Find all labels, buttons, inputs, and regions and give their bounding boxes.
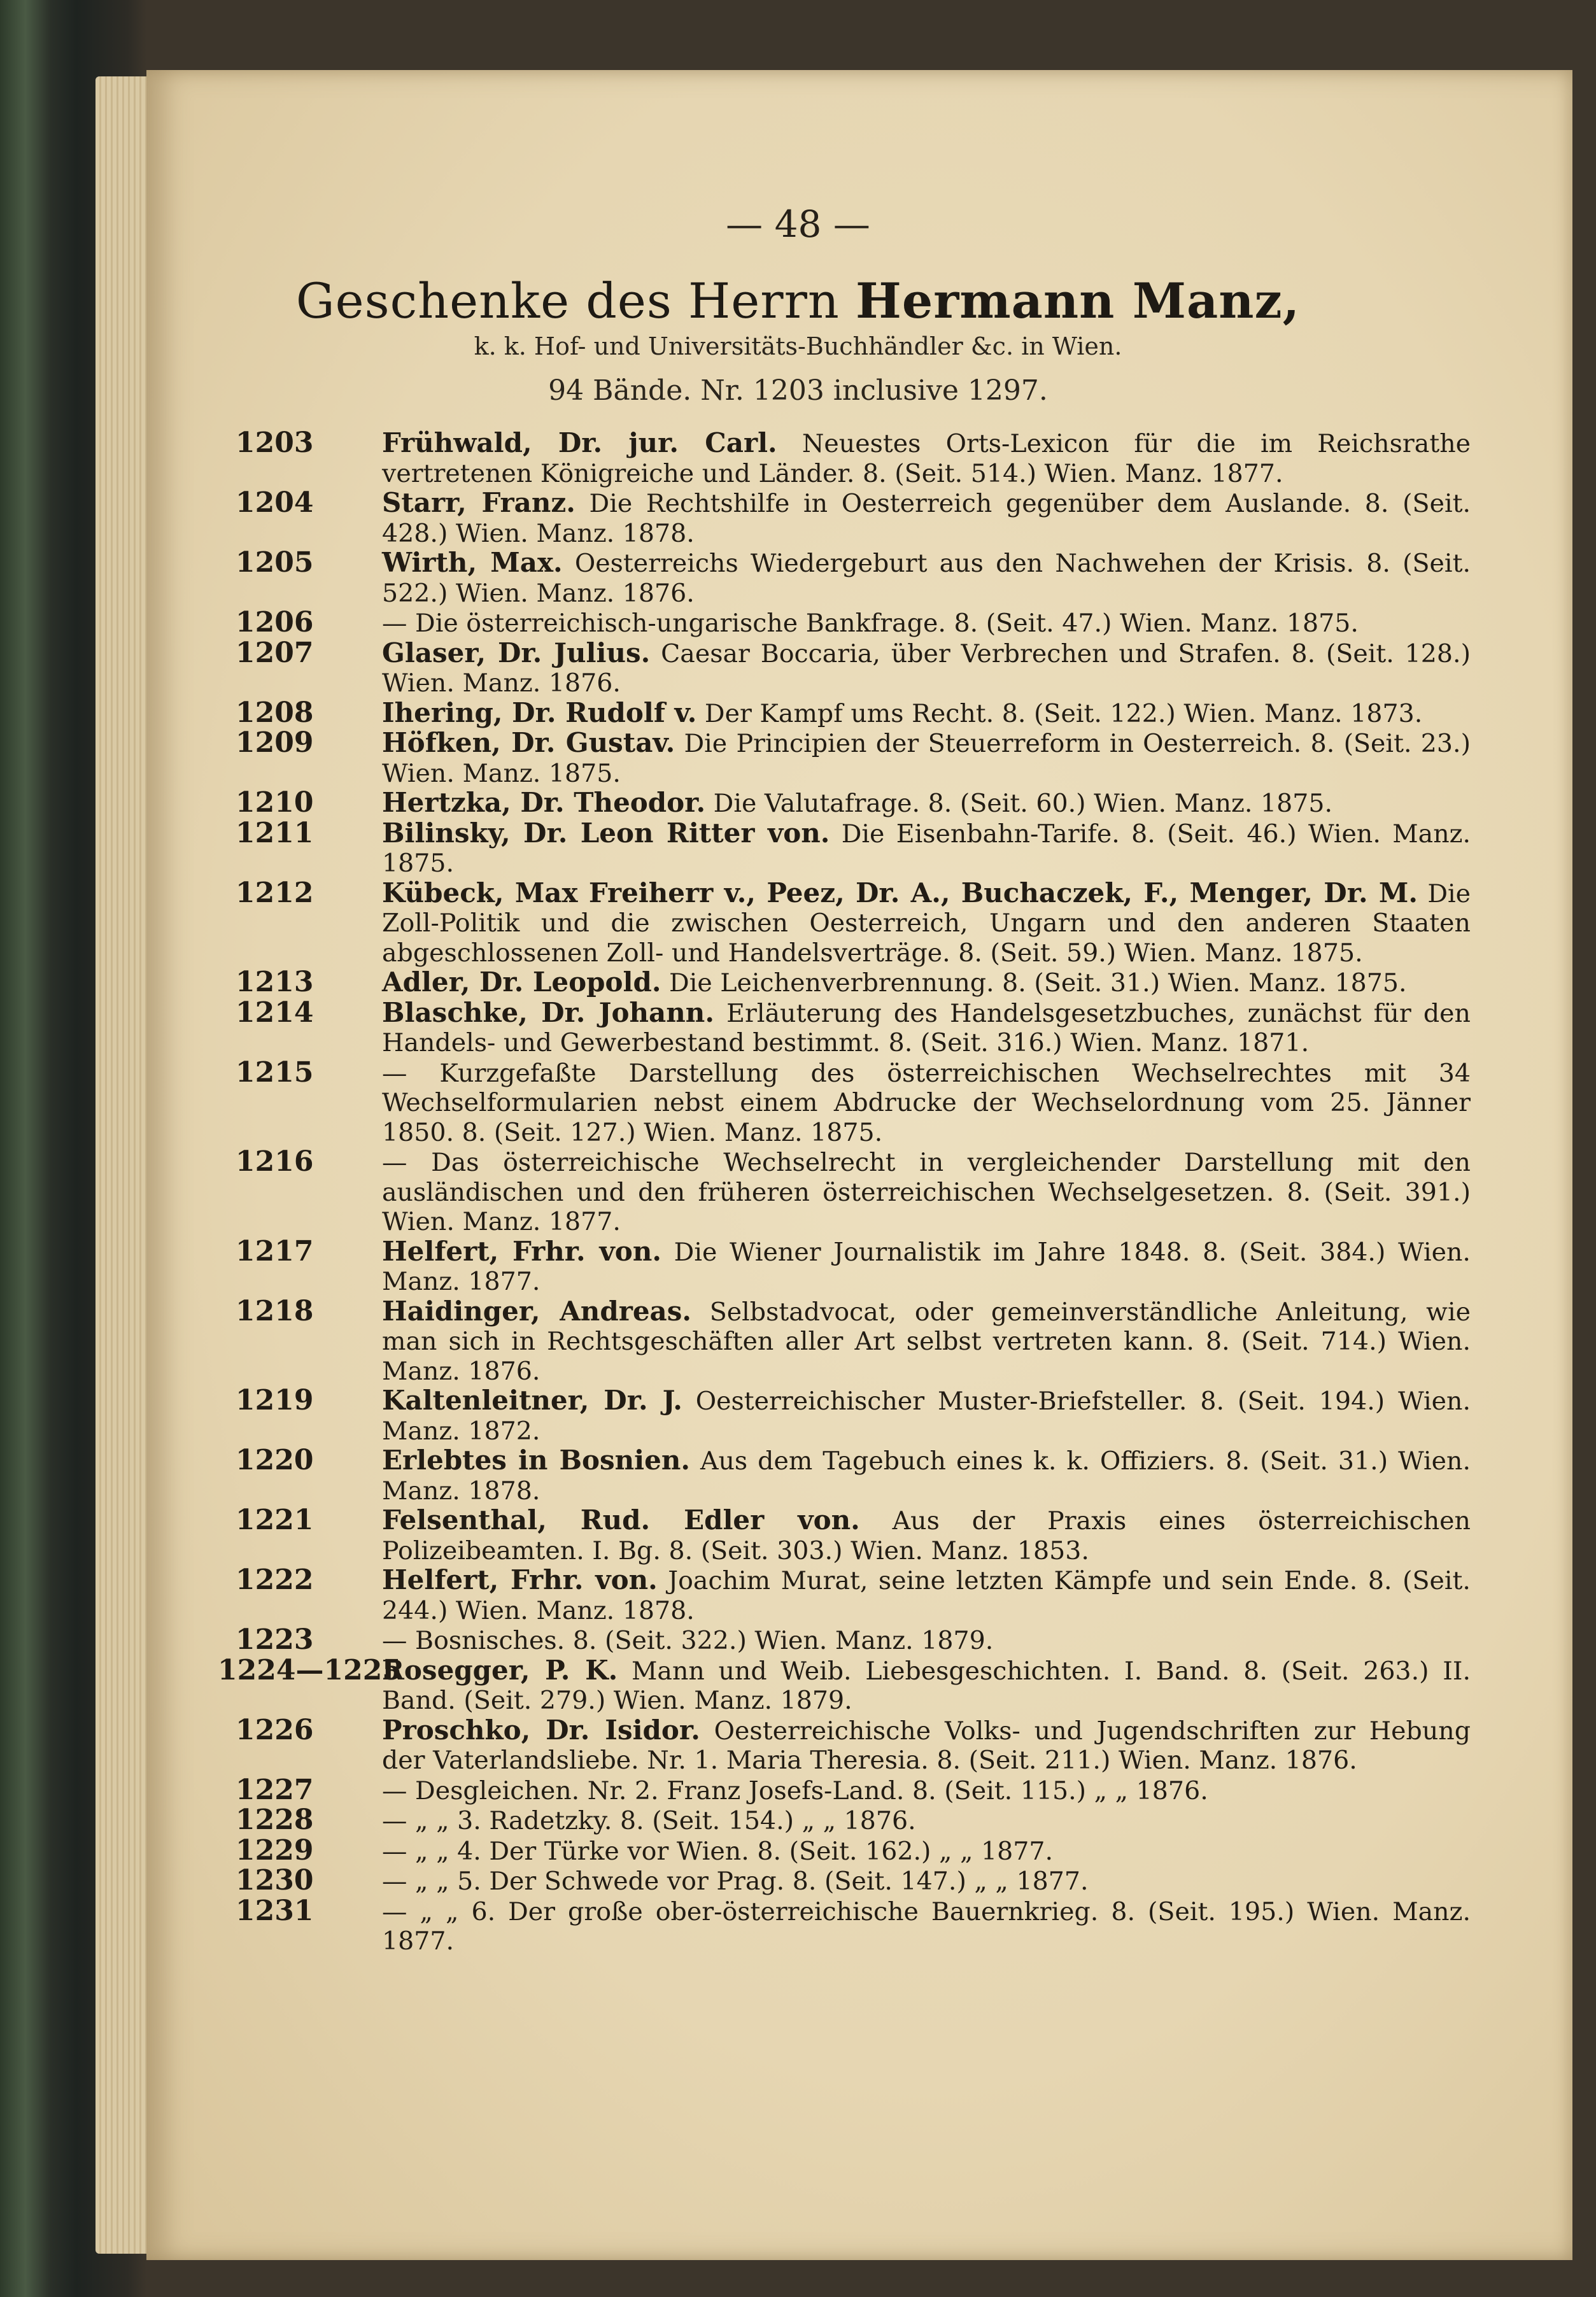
entry-text: [382, 1897, 1471, 1956]
entry-text: [382, 639, 1471, 698]
entry-author: Hertzka, Dr. Theodor.: [382, 787, 706, 818]
entry-description: Die Valutafrage. 8. (Seit. 60.) Wien. Manz. 1875.: [713, 789, 1333, 818]
entry-description: — „ „ 4. Der Türke vor Wien. 8. (Seit. 162.) „ „ 1877.: [382, 1836, 1054, 1866]
entry-description: — „ „ 5. Der Schwede vor Prag. 8. (Seit. 147.) „ „ 1877.: [382, 1867, 1089, 1896]
entry-description: — Das österreichische Wechselrecht in vergleichender Darstellung mit den ausländischen und den früheren österreichischen Wechselgesetzen. 8. (Seit. 391.) Wien. Manz. 1877.: [382, 1148, 1471, 1236]
entry-text: [382, 488, 1471, 548]
page-number: — 48 —: [726, 202, 870, 246]
entry-text: [382, 1866, 1471, 1897]
entry-number: 1229: [236, 1834, 314, 1867]
entry-text: [382, 1237, 1471, 1297]
entry-text: [382, 1836, 1471, 1867]
entry-number: 1213: [236, 966, 314, 998]
entry-number: 1214: [236, 996, 314, 1029]
entry-number: 1216: [236, 1145, 314, 1178]
catalog-entries: [218, 427, 1471, 1956]
entry-text: [382, 1446, 1471, 1506]
entry-description: Oesterreichischer Muster-Briefsteller. 8. (Seit. 194.) Wien. Manz. 1872.: [382, 1387, 1471, 1446]
entry-text: [382, 1625, 1471, 1656]
entry-number: 1226: [236, 1713, 314, 1746]
entry-author: Felsenthal, Rud. Edler von.: [382, 1504, 860, 1536]
entry-number: 1205: [236, 546, 314, 579]
entry-author: Helfert, Frhr. von.: [382, 1564, 658, 1595]
entry-number: 1223: [236, 1623, 314, 1656]
entry-number: 1230: [236, 1864, 314, 1897]
entry-number: 1227: [236, 1773, 314, 1806]
donor-description: k. k. Hof- und Universitäts-Buchhändler &c. in Wien.: [474, 332, 1122, 360]
catalog-entry: [236, 1864, 1471, 1897]
catalog-entry: [218, 1653, 1471, 1716]
entry-number: 1224—1225: [218, 1653, 402, 1686]
entry-author: Proschko, Dr. Isidor.: [382, 1714, 700, 1746]
catalog-entry: [236, 1444, 1471, 1506]
entry-description: Joachim Murat, seine letzten Kämpfe und sein Ende. 8. (Seit. 244.) Wien. Manz. 1878.: [382, 1566, 1471, 1625]
entry-number: 1204: [236, 486, 314, 519]
title-prefix: Geschenke des Herrn: [295, 272, 840, 329]
entry-number: 1219: [236, 1384, 314, 1417]
entry-text: [382, 968, 1471, 998]
catalog-entry: [236, 1056, 1471, 1148]
catalog-entry: [236, 606, 1471, 639]
entry-text: [382, 698, 1471, 729]
entry-text: [382, 728, 1471, 788]
entry-description: Erläuterung des Handelsgesetzbuches, zunächst für den Handels- und Gewerbestand bestimmt. 8. (Seit. 316.) Wien. Manz. 1871.: [382, 998, 1471, 1057]
catalog-entry: [236, 1294, 1471, 1387]
entry-number: 1217: [236, 1234, 314, 1268]
entry-description: Die Leichenverbrennung. 8. (Seit. 31.) Wien. Manz. 1875.: [669, 968, 1407, 998]
catalog-entry: [236, 427, 1471, 488]
entry-author: Ihering, Dr. Rudolf v.: [382, 696, 697, 728]
entry-number: 1208: [236, 696, 314, 729]
catalog-entry: [236, 1384, 1471, 1446]
entry-description: — Kurzgefaßte Darstellung des österreichischen Wechselrechtes mit 34 Wechselformularien nebst einem Abdrucke der Wechselordnung vom 25. Jänner 1850. 8. (Seit. 127.) Wien. Manz. 1875.: [382, 1058, 1471, 1147]
entry-number: 1215: [236, 1056, 314, 1089]
entry-number: 1211: [236, 816, 314, 849]
catalog-entry: [236, 1145, 1471, 1237]
entry-description: Die Wiener Journalistik im Jahre 1848. 8. (Seit. 384.) Wien. Manz. 1877.: [382, 1237, 1471, 1296]
entry-text: [382, 1776, 1471, 1806]
entry-text: [382, 819, 1471, 879]
entry-text: [382, 1386, 1471, 1446]
entry-number: 1206: [236, 606, 314, 639]
entry-text: [382, 1716, 1471, 1776]
entry-number: 1231: [236, 1894, 314, 1927]
entry-author: Glaser, Dr. Julius.: [382, 637, 651, 668]
entry-author: Kübeck, Max Freiherr v., Peez, Dr. A., Buchaczek, F., Menger, Dr. M.: [382, 877, 1418, 908]
entry-author: Starr, Franz.: [382, 487, 576, 518]
entry-text: [382, 1656, 1471, 1716]
entry-description: Aus dem Tagebuch eines k. k. Offiziers. 8. (Seit. 31.) Wien. Manz. 1878.: [382, 1446, 1471, 1506]
catalog-entry: [236, 876, 1471, 968]
entry-description: Selbstadvocat, oder gemeinverständliche Anleitung, wie man sich in Rechtsgeschäften aller Art selbst vertreten kann. 8. (Seit. 714.) Wien. Manz. 1876.: [382, 1297, 1471, 1386]
entry-number: 1221: [236, 1504, 314, 1536]
volume-count: 94 Bände. Nr. 1203 inclusive 1297.: [548, 374, 1048, 407]
catalog-entry: [236, 966, 1471, 998]
catalog-entry: [236, 696, 1471, 729]
catalog-entry: [236, 1713, 1471, 1776]
entry-description: — „ „ 6. Der große ober-österreichische Bauernkrieg. 8. (Seit. 195.) Wien. Manz. 1877.: [382, 1897, 1471, 1956]
entry-text: [382, 1297, 1471, 1387]
entry-author: Kaltenleitner, Dr. J.: [382, 1385, 682, 1416]
catalog-entry: [236, 1234, 1471, 1297]
entry-description: Oesterreichische Volks- und Jugendschriften zur Hebung der Vaterlandsliebe. Nr. 1. Maria Theresia. 8. (Seit. 211.) Wien. Manz. 1876.: [382, 1716, 1471, 1775]
entry-author: Rosegger, P. K.: [382, 1654, 618, 1686]
entry-description: Die Rechtshilfe in Oesterreich gegenüber dem Auslande. 8. (Seit. 428.) Wien. Manz. 1878.: [382, 489, 1471, 548]
entry-author: Adler, Dr. Leopold.: [382, 966, 661, 998]
catalog-entry: [236, 636, 1471, 698]
entry-text: [382, 1565, 1471, 1625]
entry-number: 1222: [236, 1564, 314, 1596]
entry-text: [382, 548, 1471, 608]
catalog-entry: [236, 1834, 1471, 1867]
entry-author: Blaschke, Dr. Johann.: [382, 996, 714, 1028]
entry-number: 1210: [236, 786, 314, 819]
catalog-entry: [236, 726, 1471, 788]
catalog-entry: [236, 996, 1471, 1058]
catalog-entry: [236, 786, 1471, 819]
catalog-entry: [236, 816, 1471, 879]
entry-author: Helfert, Frhr. von.: [382, 1235, 661, 1267]
catalog-entry: [236, 1623, 1471, 1656]
catalog-entry: [236, 1804, 1471, 1836]
entry-author: Haidinger, Andreas.: [382, 1295, 692, 1327]
entry-number: 1209: [236, 726, 314, 759]
entry-description: Die Eisenbahn-Tarife. 8. (Seit. 46.) Wien. Manz. 1875.: [382, 819, 1471, 878]
entry-description: Oesterreichs Wiedergeburt aus den Nachwehen der Krisis. 8. (Seit. 522.) Wien. Manz. 1876.: [382, 549, 1471, 608]
entry-description: Die Principien der Steuerreform in Oesterreich. 8. (Seit. 23.) Wien. Manz. 1875.: [382, 729, 1471, 788]
entry-number: 1207: [236, 636, 314, 669]
entry-description: Die Zoll-Politik und die zwischen Oesterreich, Ungarn und den anderen Staaten abgeschlossenen Zoll- und Handelsverträge. 8. (Seit. 59.) Wien. Manz. 1875.: [382, 879, 1471, 968]
catalog-entry: [236, 546, 1471, 608]
catalog-entry: [236, 1564, 1471, 1625]
catalog-entry: [236, 1773, 1471, 1806]
entry-number: 1218: [236, 1294, 314, 1327]
entry-text: [382, 879, 1471, 968]
entry-text: [382, 998, 1471, 1058]
entry-description: Neuestes Orts-Lexicon für die im Reichsrathe vertretenen Königreiche und Länder. 8. (Seit. 514.) Wien. Manz. 1877.: [382, 429, 1471, 488]
entry-description: Caesar Boccaria, über Verbrechen und Strafen. 8. (Seit. 128.) Wien. Manz. 1876.: [382, 639, 1471, 698]
entry-description: Aus der Praxis eines österreichischen Polizeibeamten. I. Bg. 8. (Seit. 303.) Wien. Manz. 1853.: [382, 1506, 1471, 1565]
entry-description: — Desgleichen. Nr. 2. Franz Josefs-Land. 8. (Seit. 115.) „ „ 1876.: [382, 1776, 1208, 1806]
entry-description: — Die österreichisch-ungarische Bankfrage. 8. (Seit. 47.) Wien. Manz. 1875.: [382, 609, 1359, 638]
entry-text: [382, 428, 1471, 488]
entry-author: Erlebtes in Bosnien.: [382, 1445, 691, 1476]
entry-text: [382, 1147, 1471, 1237]
entry-author: Höfken, Dr. Gustav.: [382, 727, 675, 758]
entry-number: 1220: [236, 1444, 314, 1476]
entry-number: 1212: [236, 876, 314, 909]
entry-text: [382, 608, 1471, 639]
title-donor-name: Hermann Manz,: [856, 272, 1301, 329]
catalog-entry: [236, 1504, 1471, 1565]
entry-number: 1203: [236, 427, 314, 459]
entry-description: Mann und Weib. Liebesgeschichten. I. Band. 8. (Seit. 263.) II. Band. (Seit. 279.) Wien. Manz. 1879.: [382, 1656, 1471, 1715]
entry-text: [382, 1806, 1471, 1836]
catalog-entry: [236, 486, 1471, 548]
entry-description: — „ „ 3. Radetzky. 8. (Seit. 154.) „ „ 1876.: [382, 1806, 916, 1835]
entry-description: — Bosnisches. 8. (Seit. 322.) Wien. Manz. 1879.: [382, 1626, 994, 1655]
entry-author: Wirth, Max.: [382, 547, 563, 578]
entry-text: [382, 1506, 1471, 1565]
entry-number: 1228: [236, 1804, 314, 1836]
entry-text: [382, 1058, 1471, 1148]
entry-author: Bilinsky, Dr. Leon Ritter von.: [382, 817, 830, 849]
entry-text: [382, 788, 1471, 819]
section-title: [0, 272, 1596, 329]
entry-author: Frühwald, Dr. jur. Carl.: [382, 427, 777, 458]
catalog-entry: [236, 1894, 1471, 1956]
entry-description: Der Kampf ums Recht. 8. (Seit. 122.) Wien. Manz. 1873.: [704, 698, 1423, 728]
